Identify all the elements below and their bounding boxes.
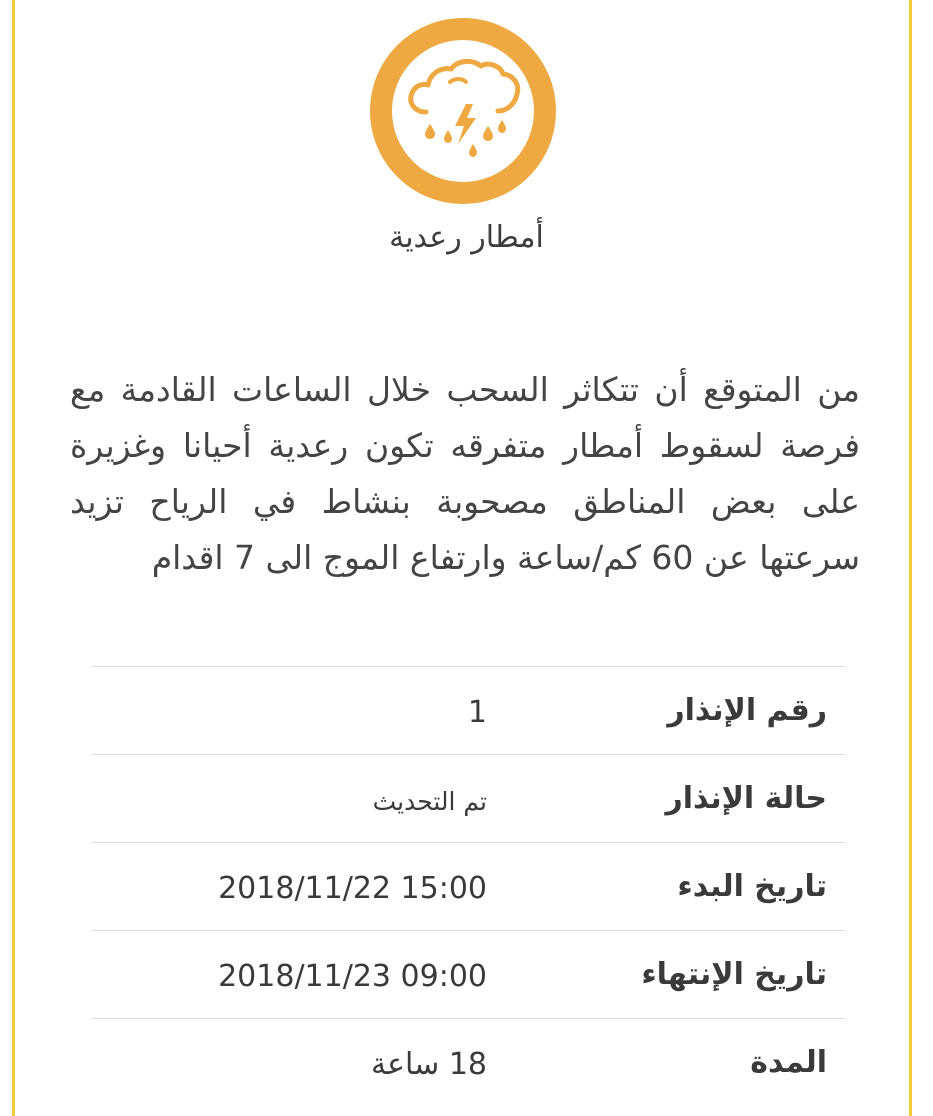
detail-row-alert-number — [92, 666, 845, 754]
alert-description: من المتوقع أن تتكاثر السحب خلال الساعات القادمة مع فرصة لسقوط أمطار متفرقه تكون رعدية أحيانا وغزيرة على بعض المناطق مصحوبة بنشاط في الرياح تزيد سرعتها عن 60 كم/ساعة وارتفاع الموج الى 7 اقدام — [70, 370, 860, 577]
end-date-label: تاريخ الإنتهاء — [641, 957, 827, 992]
end-date-value: 2018/11/23 09:00 — [218, 959, 487, 994]
detail-row-alert-status — [92, 754, 845, 842]
detail-row-end-date — [92, 930, 845, 1018]
start-date-label: تاريخ البدء — [677, 869, 827, 904]
detail-row-start-date — [92, 842, 845, 930]
detail-row-duration — [92, 1018, 845, 1106]
alert-number-label: رقم الإنذار — [667, 693, 827, 728]
alert-details-table — [92, 666, 845, 1106]
start-date-value: 2018/11/22 15:00 — [218, 871, 487, 906]
alert-status-value: تم التحديث — [372, 787, 487, 816]
alert-number-value: 1 — [467, 695, 487, 730]
duration-value: 18 ساعة — [371, 1047, 487, 1082]
duration-label: المدة — [750, 1045, 827, 1080]
alert-title: أمطار رعدية — [389, 220, 544, 255]
weather-icon-badge — [370, 18, 556, 204]
alert-status-label: حالة الإنذار — [665, 781, 827, 816]
thunderstorm-rain-icon — [392, 40, 534, 182]
